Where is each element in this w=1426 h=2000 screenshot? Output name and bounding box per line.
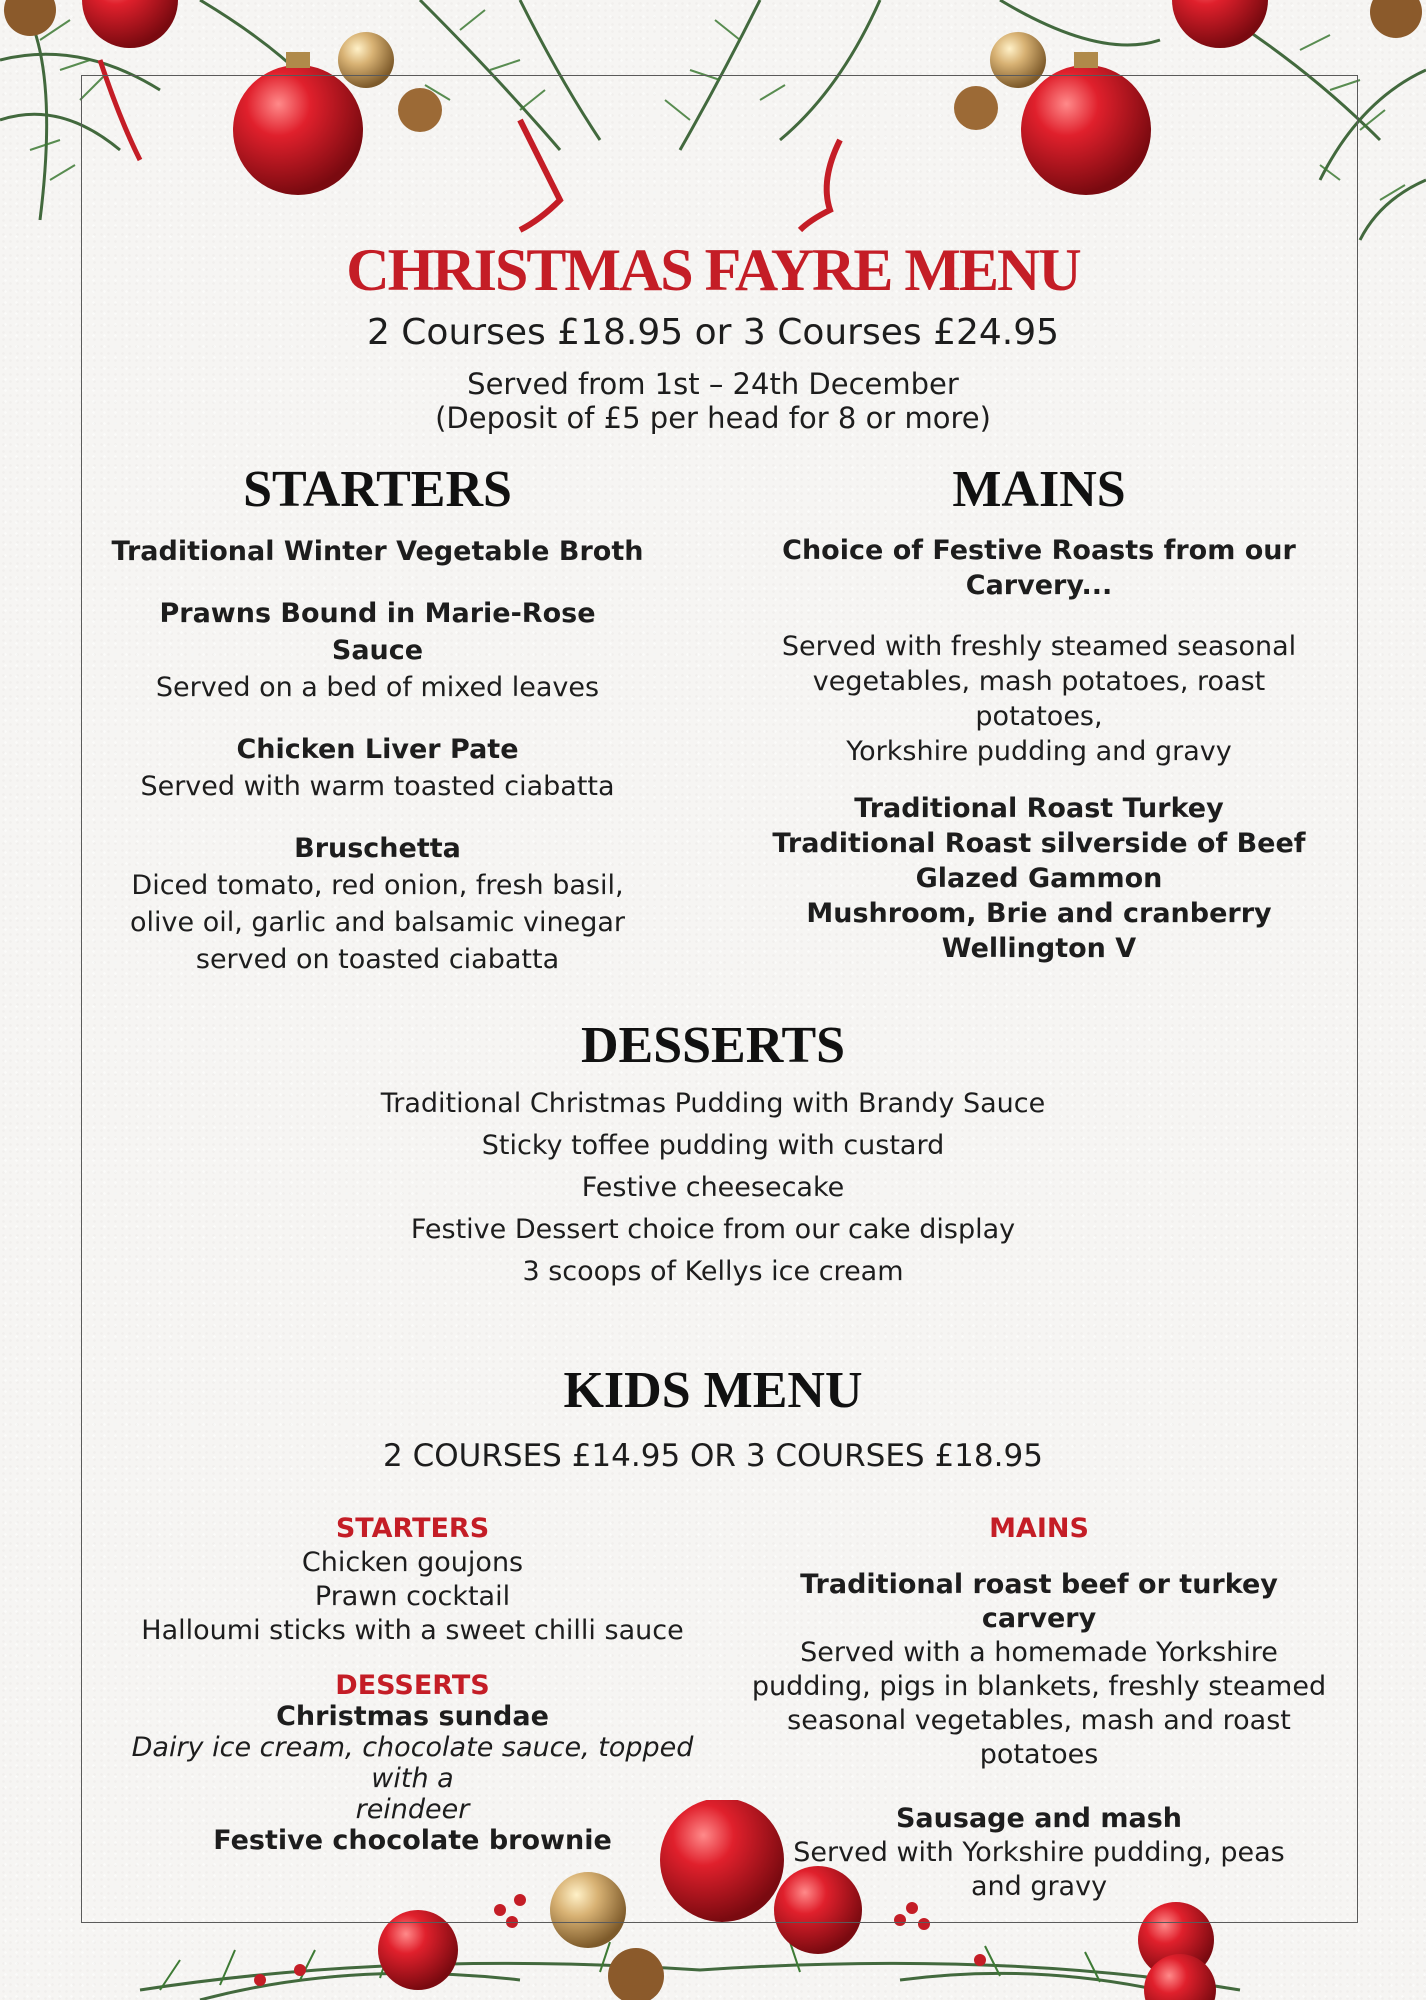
kids-sundae-desc: Dairy ice cream, chocolate sauce, topped with a [131, 1732, 694, 1794]
kids-brownie: Festive chocolate brownie [213, 1825, 612, 1856]
price-line: 2 Courses £18.95 or 3 Courses £24.95 [366, 312, 1060, 353]
starter-name: Bruschetta [294, 833, 461, 864]
desserts-section [0, 1016, 1426, 1293]
menu-title: CHRISTMAS FAYRE MENU [346, 237, 1080, 303]
starters-heading: STARTERS [243, 461, 512, 518]
mains-intro: Carvery... [965, 570, 1113, 601]
desserts-heading: DESSERTS [580, 1017, 846, 1074]
kids-sundae-name: Christmas sundae [276, 1701, 549, 1732]
mains-section [748, 460, 1330, 966]
mains-served-desc: vegetables, mash potatoes, roast potatoes, [812, 666, 1266, 732]
kids-carvery-desc: Served with a homemade Yorkshire [800, 1637, 1278, 1668]
starters-section [110, 460, 645, 978]
starter-desc: Served on a bed of mixed leaves [155, 672, 600, 703]
kids-mains-heading: MAINS [989, 1513, 1089, 1544]
mains-option: Traditional Roast Turkey [854, 793, 1224, 824]
deposit-note: (Deposit of £5 per head for 8 or more) [435, 401, 991, 435]
dessert-item: Festive cheesecake [581, 1172, 845, 1203]
starter-desc: olive oil, garlic and balsamic vinegar [130, 907, 625, 938]
starter-desc: Served with warm toasted ciabatta [140, 771, 615, 802]
mains-option: Traditional Roast silverside of Beef [772, 828, 1306, 859]
kids-starter-item: Chicken goujons [301, 1547, 524, 1578]
kids-sausage-desc: Served with Yorkshire pudding, peas [793, 1837, 1285, 1868]
mains-option: Glazed Gammon [915, 863, 1163, 894]
mains-heading: MAINS [952, 461, 1126, 518]
kids-menu-header [0, 1361, 1426, 1474]
served-info [0, 367, 1426, 435]
dessert-item: Traditional Christmas Pudding with Brandy Sauce [380, 1088, 1046, 1119]
mains-intro: Choice of Festive Roasts from our [782, 535, 1296, 566]
kids-carvery-desc: potatoes [979, 1739, 1099, 1770]
kids-starters-heading: STARTERS [335, 1513, 490, 1544]
dessert-item: Sticky toffee pudding with custard [481, 1130, 945, 1161]
kids-desserts-heading: DESSERTS [335, 1670, 490, 1701]
starter-name: Prawns Bound in Marie-Rose Sauce [159, 598, 596, 666]
kids-price-line: 2 COURSES £14.95 OR 3 COURSES £18.95 [383, 1438, 1043, 1474]
kids-sundae-desc: reindeer [355, 1794, 470, 1825]
served-dates: Served from 1st – 24th December [467, 367, 959, 401]
starter-desc: served on toasted ciabatta [195, 944, 560, 975]
kids-starter-item: Halloumi sticks with a sweet chilli sauce [141, 1615, 684, 1646]
kids-carvery-name: Traditional roast beef or turkey carvery [800, 1569, 1278, 1634]
kids-sausage-desc: and gravy [970, 1871, 1108, 1902]
dessert-item: Festive Dessert choice from our cake display [410, 1214, 1016, 1245]
kids-carvery-desc: seasonal vegetables, mash and roast [787, 1705, 1291, 1736]
kids-carvery-desc: pudding, pigs in blankets, freshly steamed [751, 1671, 1327, 1702]
kids-menu-heading: KIDS MENU [563, 1362, 863, 1419]
kids-starter-item: Prawn cocktail [314, 1581, 511, 1612]
starter-name: Chicken Liver Pate [236, 734, 519, 765]
starter-desc: Diced tomato, red onion, fresh basil, [131, 870, 624, 901]
kids-left-column [110, 1512, 715, 1856]
mains-served-desc: Yorkshire pudding and gravy [846, 736, 1232, 767]
mains-option: Wellington V [941, 933, 1137, 964]
dessert-item: 3 scoops of Kellys ice cream [522, 1256, 904, 1287]
kids-right-column [748, 1512, 1330, 1904]
mains-served-desc: Served with freshly steamed seasonal [781, 631, 1297, 662]
mains-option: Mushroom, Brie and cranberry [806, 898, 1272, 929]
kids-sausage-name: Sausage and mash [895, 1803, 1183, 1834]
starter-name: Traditional Winter Vegetable Broth [111, 536, 644, 567]
